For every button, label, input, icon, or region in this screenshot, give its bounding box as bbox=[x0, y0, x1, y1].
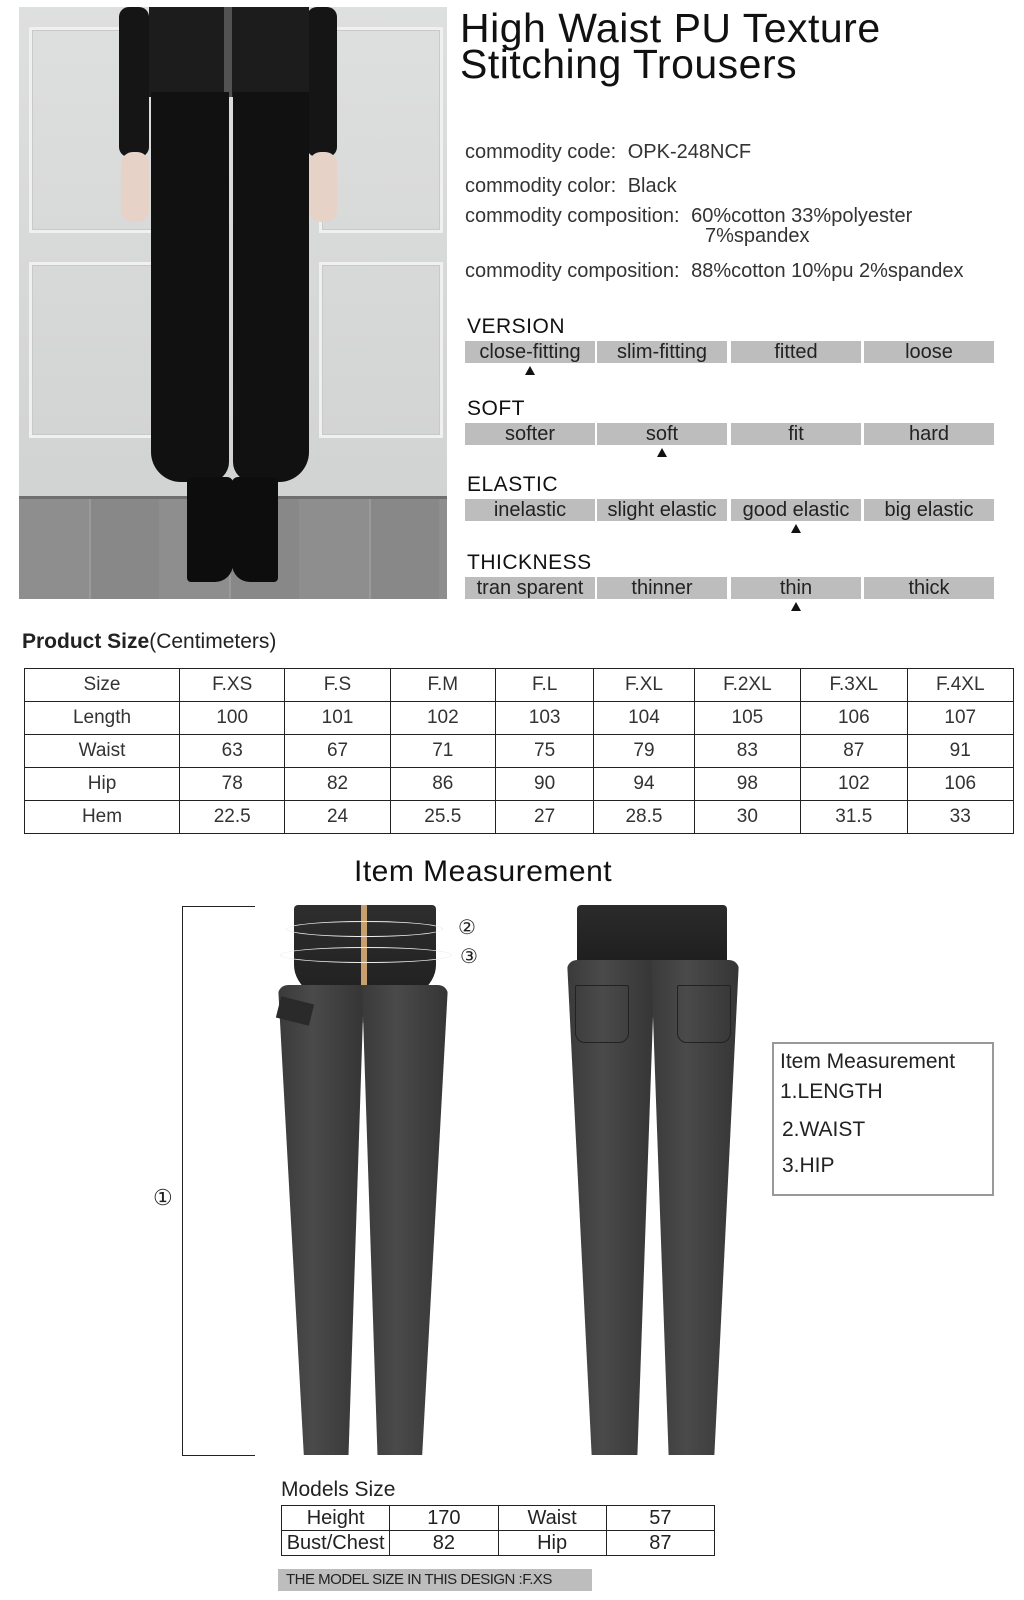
size-value-cell: 103 bbox=[495, 702, 593, 735]
size-value-cell: 107 bbox=[907, 702, 1014, 735]
spec-color-value: Black bbox=[627, 175, 677, 197]
attribute-heading-soft: SOFT bbox=[467, 397, 525, 420]
spec-composition-1-label: commodity composition: bbox=[465, 205, 680, 227]
legend-item-hip: 3.HIP bbox=[782, 1154, 835, 1177]
trousers-front-illustration bbox=[276, 905, 456, 1460]
size-value-cell: 79 bbox=[594, 735, 694, 768]
table-row bbox=[25, 768, 1014, 801]
size-value-cell: 94 bbox=[594, 768, 694, 801]
size-value-cell: 106 bbox=[801, 702, 907, 735]
size-value-cell: 75 bbox=[495, 735, 593, 768]
size-heading-unit: (Centimeters) bbox=[149, 630, 277, 653]
models-cell: Height bbox=[282, 1506, 390, 1531]
attribute-heading-thickness: THICKNESS bbox=[467, 551, 592, 574]
attribute-option: big elastic bbox=[864, 499, 994, 521]
size-value-cell: 30 bbox=[694, 801, 800, 834]
size-heading-bold: Product Size bbox=[22, 630, 150, 653]
attribute-option: soft bbox=[597, 423, 727, 445]
models-cell: 87 bbox=[606, 1531, 714, 1556]
spec-composition-2 bbox=[465, 260, 964, 283]
size-header-cell: Size bbox=[25, 669, 180, 702]
measurement-name-cell: Waist bbox=[25, 735, 180, 768]
models-cell: 170 bbox=[390, 1506, 498, 1531]
legend-item-waist: 2.WAIST bbox=[782, 1118, 866, 1141]
attribute-option: loose bbox=[864, 341, 994, 363]
models-cell: Waist bbox=[498, 1506, 606, 1531]
attribute-option: slight elastic bbox=[597, 499, 727, 521]
size-value-cell: 104 bbox=[594, 702, 694, 735]
size-header-row bbox=[25, 669, 1014, 702]
models-cell: 57 bbox=[606, 1506, 714, 1531]
size-value-cell: 87 bbox=[801, 735, 907, 768]
size-value-cell: 63 bbox=[180, 735, 285, 768]
attribute-option: inelastic bbox=[465, 499, 595, 521]
attribute-option: fit bbox=[731, 423, 861, 445]
spec-color bbox=[465, 175, 677, 198]
table-row bbox=[25, 735, 1014, 768]
size-heading bbox=[22, 630, 276, 654]
hip-marker: ③ bbox=[460, 946, 478, 968]
models-cell: 82 bbox=[390, 1531, 498, 1556]
measurement-legend bbox=[772, 1042, 994, 1196]
size-value-cell: 22.5 bbox=[180, 801, 285, 834]
size-value-cell: 67 bbox=[285, 735, 390, 768]
size-value-cell: 25.5 bbox=[390, 801, 495, 834]
selected-marker-icon bbox=[657, 448, 667, 457]
models-heading: Models Size bbox=[281, 1478, 396, 1501]
table-row bbox=[25, 702, 1014, 735]
trousers-back-illustration bbox=[565, 905, 745, 1460]
measurement-name-cell: Length bbox=[25, 702, 180, 735]
size-header-cell: F.3XL bbox=[801, 669, 907, 702]
models-table bbox=[281, 1505, 715, 1556]
size-value-cell: 28.5 bbox=[594, 801, 694, 834]
attribute-heading-elastic: ELASTIC bbox=[467, 473, 559, 496]
spec-composition-1 bbox=[465, 205, 912, 228]
size-value-cell: 91 bbox=[907, 735, 1014, 768]
product-photo bbox=[19, 7, 447, 599]
size-value-cell: 102 bbox=[801, 768, 907, 801]
size-header-cell: F.XL bbox=[594, 669, 694, 702]
measurement-name-cell: Hem bbox=[25, 801, 180, 834]
size-value-cell: 105 bbox=[694, 702, 800, 735]
table-row bbox=[282, 1531, 715, 1556]
spec-composition-2-value: 88%cotton 10%pu 2%spandex bbox=[691, 260, 964, 282]
spec-composition-1-value2: 7%spandex bbox=[705, 225, 810, 247]
attribute-option: tran sparent bbox=[465, 577, 595, 599]
size-value-cell: 90 bbox=[495, 768, 593, 801]
size-value-cell: 31.5 bbox=[801, 801, 907, 834]
size-value-cell: 86 bbox=[390, 768, 495, 801]
size-header-cell: F.L bbox=[495, 669, 593, 702]
spec-composition-1-value: 60%cotton 33%polyester bbox=[691, 205, 913, 227]
measurement-name-cell: Hip bbox=[25, 768, 180, 801]
spec-code-value: OPK-248NCF bbox=[627, 141, 752, 163]
size-value-cell: 71 bbox=[390, 735, 495, 768]
legend-item-length: 1.LENGTH bbox=[780, 1080, 883, 1103]
size-value-cell: 98 bbox=[694, 768, 800, 801]
selected-marker-icon bbox=[791, 524, 801, 533]
size-header-cell: F.S bbox=[285, 669, 390, 702]
attribute-option: thin bbox=[731, 577, 861, 599]
spec-code-label: commodity code: bbox=[465, 141, 617, 163]
size-header-cell: F.M bbox=[390, 669, 495, 702]
attribute-option: thick bbox=[864, 577, 994, 599]
model-size-note: THE MODEL SIZE IN THIS DESIGN :F.XS bbox=[278, 1569, 592, 1591]
attribute-option: slim-fitting bbox=[597, 341, 727, 363]
size-value-cell: 83 bbox=[694, 735, 800, 768]
attribute-option: good elastic bbox=[731, 499, 861, 521]
size-header-cell: F.2XL bbox=[694, 669, 800, 702]
size-value-cell: 102 bbox=[390, 702, 495, 735]
table-row bbox=[282, 1506, 715, 1531]
spec-color-label: commodity color: bbox=[465, 175, 617, 197]
length-bracket bbox=[182, 906, 255, 1456]
spec-composition-2-label: commodity composition: bbox=[465, 260, 680, 282]
size-value-cell: 106 bbox=[907, 768, 1014, 801]
models-cell: Hip bbox=[498, 1531, 606, 1556]
size-header-cell: F.XS bbox=[180, 669, 285, 702]
waist-marker: ② bbox=[458, 917, 476, 939]
attribute-heading-version: VERSION bbox=[467, 315, 566, 338]
size-value-cell: 78 bbox=[180, 768, 285, 801]
selected-marker-icon bbox=[525, 366, 535, 375]
attribute-option: close-fitting bbox=[465, 341, 595, 363]
product-title-line1: High Waist PU Texture bbox=[460, 5, 881, 51]
size-value-cell: 100 bbox=[180, 702, 285, 735]
measurement-title: Item Measurement bbox=[354, 855, 613, 888]
spec-code bbox=[465, 141, 751, 164]
length-marker: ① bbox=[153, 1185, 173, 1210]
attribute-option: softer bbox=[465, 423, 595, 445]
size-value-cell: 101 bbox=[285, 702, 390, 735]
size-value-cell: 33 bbox=[907, 801, 1014, 834]
size-value-cell: 27 bbox=[495, 801, 593, 834]
attribute-option: hard bbox=[864, 423, 994, 445]
size-table bbox=[24, 668, 1014, 834]
attribute-option: fitted bbox=[731, 341, 861, 363]
size-header-cell: F.4XL bbox=[907, 669, 1014, 702]
attribute-option: thinner bbox=[597, 577, 727, 599]
product-title bbox=[460, 5, 881, 87]
selected-marker-icon bbox=[791, 602, 801, 611]
legend-title: Item Measurement bbox=[780, 1050, 956, 1073]
size-value-cell: 82 bbox=[285, 768, 390, 801]
models-cell: Bust/Chest bbox=[282, 1531, 390, 1556]
product-title-line2: Stitching Trousers bbox=[460, 41, 798, 87]
table-row bbox=[25, 801, 1014, 834]
size-value-cell: 24 bbox=[285, 801, 390, 834]
